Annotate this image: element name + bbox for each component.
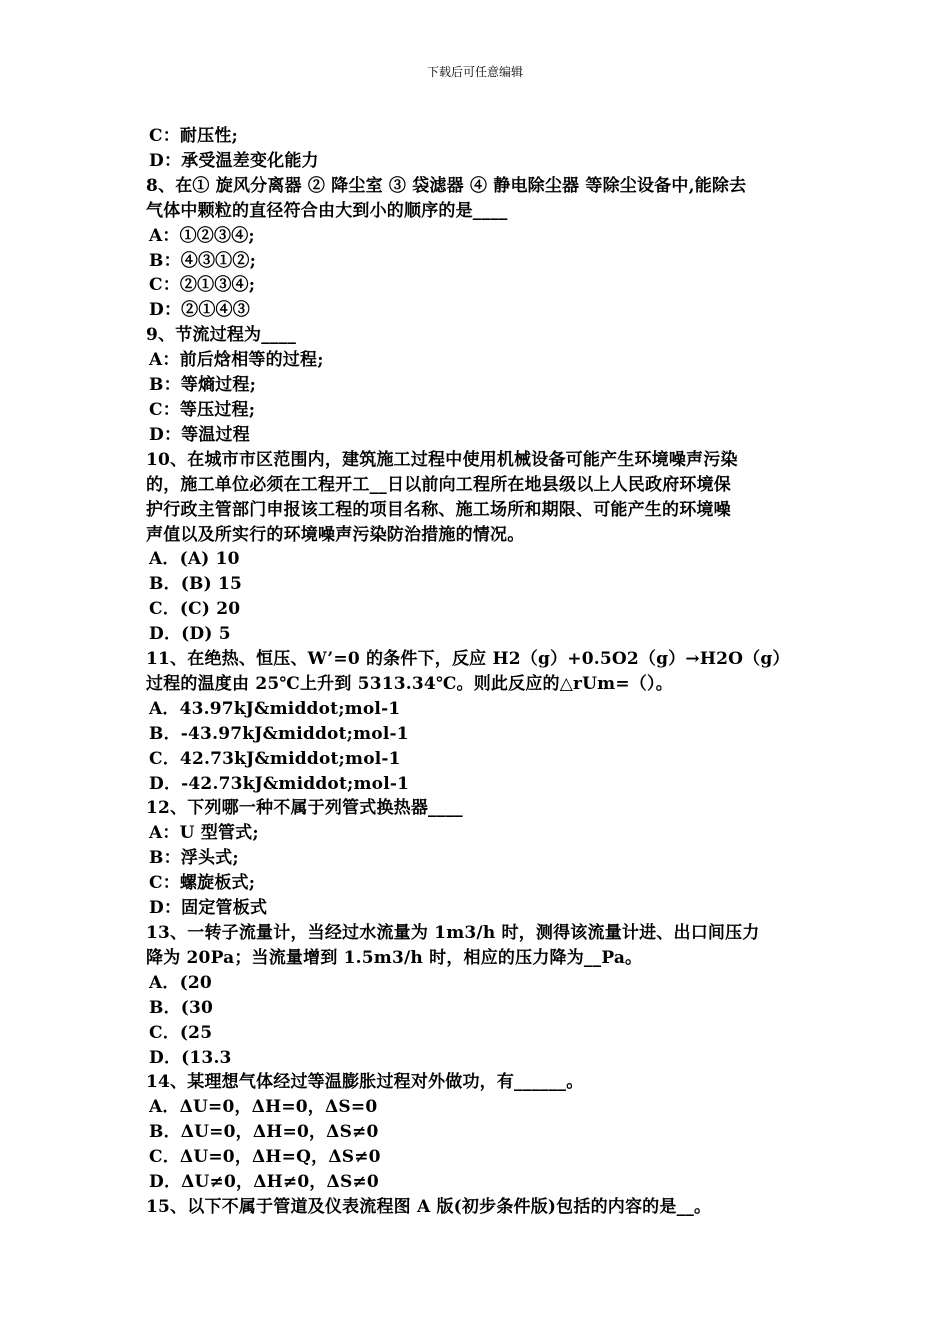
question-14-option-c: C．ΔU=0，ΔH=Q，ΔS≠0 [149, 1147, 381, 1168]
question-10-option-c: C．(C) 20 [149, 599, 241, 620]
question-12: 12、下列哪一种不属于列管式换热器____ [146, 798, 463, 819]
question-8-option-c: C：②①③④; [149, 275, 256, 296]
question-13-line-1: 13、一转子流量计，当经过水流量为 1m3/h 时，测得该流量计进、出口间压力 [146, 923, 760, 943]
question-8-line-2: 气体中颗粒的直径符合由大到小的顺序的是____ [146, 200, 508, 221]
question-14-option-b: B．ΔU=0，ΔH=0，ΔS≠0 [149, 1122, 379, 1143]
question-11-line-2: 过程的温度由 25℃上升到 5313.34℃。则此反应的△rUm=（）。 [146, 673, 673, 694]
question-13-line-2: 降为 20Pa；当流量增到 1.5m3/h 时，相应的压力降为__Pa。 [146, 947, 643, 968]
question-9-option-d: D：等温过程 [149, 424, 250, 445]
question-8-option-b: B：④③①②; [149, 250, 257, 271]
question-10-line-2: 的，施工单位必须在工程开工__日以前向工程所在地县级以上人民政府环境保 [146, 474, 731, 495]
question-10-line-4: 声值以及所实行的环境噪声污染防治措施的情况。 [146, 524, 525, 545]
question-12-option-c: C：螺旋板式; [149, 873, 256, 894]
page-header: 下载后可任意编辑 [426, 65, 523, 79]
question-11-option-d: D．-42.73kJ&middot;mol-1 [149, 773, 410, 794]
question-content [146, 124, 810, 1220]
option-c-prev: C：耐压性; [149, 126, 239, 146]
question-10-option-a: A．(A) 10 [149, 549, 240, 570]
question-10-option-d: D．(D) 5 [149, 624, 231, 645]
question-9-option-a: A：前后焓相等的过程; [149, 350, 324, 371]
question-14-option-a: A．ΔU=0，ΔH=0，ΔS=0 [149, 1097, 378, 1118]
question-14: 14、某理想气体经过等温膨胀过程对外做功，有______。 [146, 1072, 584, 1093]
question-9-option-b: B：等熵过程; [149, 375, 257, 396]
question-10-line-3: 护行政主管部门申报该工程的项目名称、施工场所和期限、可能产生的环境噪 [146, 499, 731, 520]
question-13-option-c: C．(25 [149, 1022, 213, 1043]
question-12-option-b: B：浮头式; [149, 848, 239, 869]
question-9: 9、节流过程为____ [146, 325, 297, 346]
question-13-option-a: A．(20 [149, 972, 212, 993]
question-11-option-c: C．42.73kJ&middot;mol-1 [149, 748, 401, 769]
question-10-line-1: 10、在城市市区范围内，建筑施工过程中使用机械设备可能产生环境噪声污染 [146, 449, 738, 470]
question-13-option-b: B．(30 [149, 997, 214, 1018]
question-9-option-c: C：等压过程; [149, 399, 256, 420]
question-11-option-a: A．43.97kJ&middot;mol-1 [149, 698, 401, 719]
question-10-option-b: B．(B) 15 [149, 574, 242, 595]
question-12-option-a: A：U 型管式; [149, 823, 259, 844]
option-d-prev: D：承受温差变化能力 [149, 150, 319, 171]
question-11-option-b: B．-43.97kJ&middot;mol-1 [149, 723, 409, 744]
question-8-line-1: 8、在① 旋风分离器 ② 降尘室 ③ 袋滤器 ④ 静电除尘器 等除尘设备中,能除去 [146, 175, 747, 196]
question-15: 15、以下不属于管道及仪表流程图 A 版(初步条件版)包括的内容的是__。 [146, 1196, 712, 1217]
question-13-option-d: D．(13.3 [149, 1047, 232, 1068]
question-14-option-d: D．ΔU≠0，ΔH≠0，ΔS≠0 [149, 1172, 379, 1193]
question-8-option-a: A：①②③④; [149, 225, 255, 246]
question-8-option-d: D：②①④③ [149, 300, 250, 321]
question-12-option-d: D：固定管板式 [149, 898, 268, 919]
question-11-line-1: 11、在绝热、恒压、W’=0 的条件下，反应 H2（g）+0.5O2（g）→H2O（g） [146, 649, 790, 670]
